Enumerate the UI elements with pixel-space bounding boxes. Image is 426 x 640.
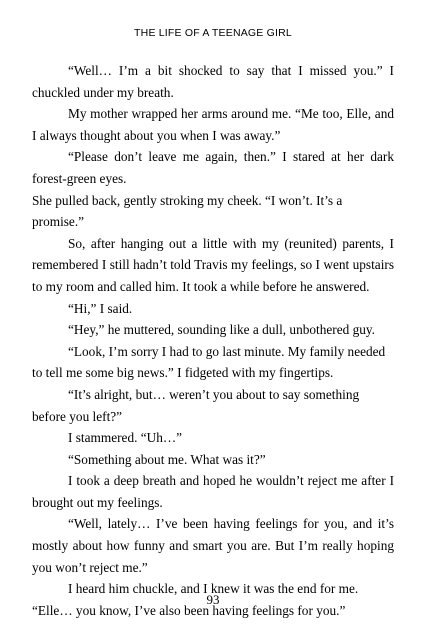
paragraph: “It’s alright, but… weren’t you about to say something before you left?” — [32, 386, 360, 424]
paragraph: So, after hanging out a little with my (reunited) parents, I remembered I still hadn’t told Travis my feelings, so I went upstairs to my room and called him. It took a while before he answered. — [32, 235, 394, 294]
paragraph: I heard him chuckle, and I knew it was the end for me. — [68, 581, 359, 597]
paragraph: I stammered. “Uh…” — [68, 430, 183, 446]
running-header: THE LIFE OF A TEENAGE GIRL — [134, 27, 292, 39]
page-number: 93 — [206, 592, 220, 607]
paragraph: “Look, I’m sorry I had to go last minute. My family needed to tell me some big news.” I fidgeted with my fingertips. — [32, 343, 386, 381]
paragraph: “Well… I’m a bit shocked to say that I missed you.” I chuckled under my breath. — [32, 63, 394, 100]
paragraph: My mother wrapped her arms around me. “Me too, Elle, and I always thought about you when I was away.” — [32, 106, 394, 143]
paragraph: “Well, lately… I’ve been having feelings for you, and it’s mostly about how funny and smart you are. But I’m really hoping you won’t reject me.” — [32, 516, 394, 575]
paragraph: I took a deep breath and hoped he wouldn’t reject me after I brought out my feelings. — [32, 473, 394, 510]
paragraph: “Something about me. What was it?” — [68, 451, 266, 467]
page-body — [32, 60, 394, 621]
paragraph: “Hi,” I said. — [68, 300, 133, 316]
paragraph: “Elle… you know, I’ve also been having feelings for you.” — [32, 602, 346, 618]
paragraph: She pulled back, gently stroking my cheek. “I won’t. It’s a promise.” — [32, 192, 343, 230]
paragraph: “Please don’t leave me again, then.” I stared at her dark forest-green eyes. — [32, 149, 394, 186]
paragraph: “Hey,” he muttered, sounding like a dull, unbothered guy. — [68, 322, 375, 338]
